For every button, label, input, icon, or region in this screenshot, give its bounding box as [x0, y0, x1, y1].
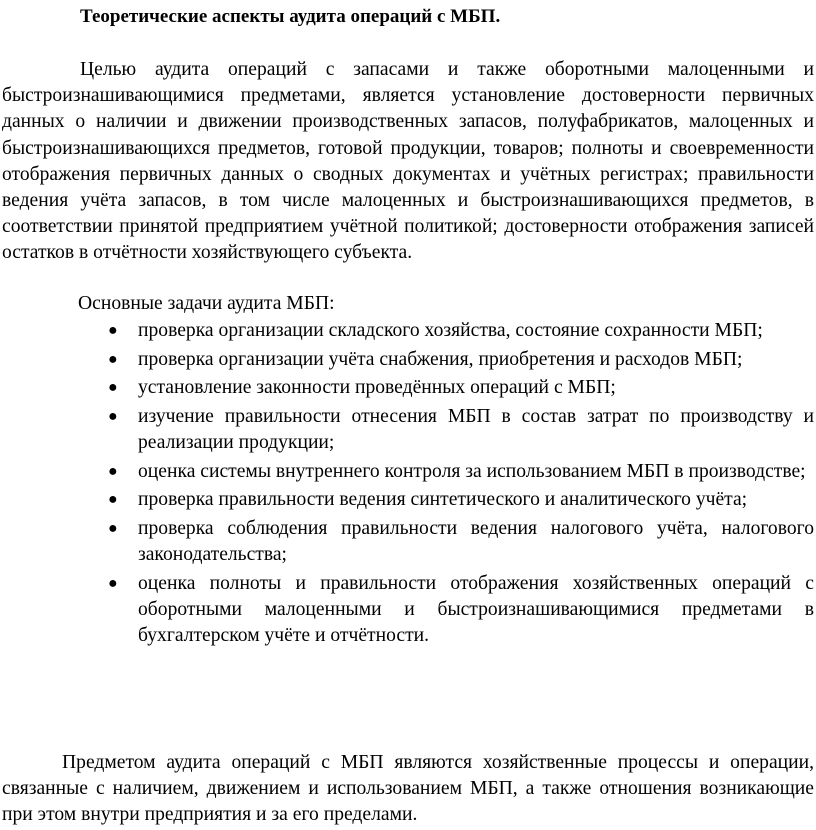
list-item [0, 516, 816, 568]
document-title: Теоретические аспекты аудита операций с МБП. [80, 6, 501, 27]
bullet-icon: ● [108, 350, 118, 368]
bullet-icon: ● [108, 491, 118, 509]
list-item-text: проверка правильности ведения синтетического и аналитического учёта; [138, 489, 748, 511]
list-item-text: оценка полноты и правильности отображения хозяйственных операций с оборотными малоценными и быстроизнашивающимися предметами в бухгалтерском учёте и отчётности. [138, 572, 814, 646]
intro-paragraph: Целью аудита операций с запасами и также оборотными малоценными и быстроизнашивающимися предметами, является установление достоверности первичных данных о наличии и движении производственных запасов, полуфабрикатов, малоценных и быстроизнашивающихся предметов, готовой продукции, товаров; полноты и своевременности отображения первичных данных о сводных документах и учётных регистрах; правильности ведения учёта запасов, в том числе малоценных и быстроизнашивающихся предметов, в соответствии принятой предприятием учётной политикой; достоверности отображения записей остатков в отчётности хозяйствующего субъекта. [2, 59, 814, 264]
list-item-text: проверка организации складского хозяйства, состояние сохранности МБП; [138, 320, 763, 341]
list-item [0, 459, 816, 485]
bullet-icon: ● [108, 574, 118, 592]
bullet-icon: ● [108, 379, 118, 397]
list-item-text: проверка соблюдения правильности ведения налогового учёта, налогового законодательства; [138, 517, 814, 565]
list-item [0, 318, 816, 344]
closing-paragraph: Предметом аудита операций с МБП являются хозяйственные процессы и операции, связанные с наличием, движением и использованием МБП, а также отношения возникающие при этом внутри предприятия и за его пределами. [2, 752, 814, 826]
list-item [0, 347, 816, 373]
list-item-text: проверка организации учёта снабжения, приобретения и расходов МБП; [138, 348, 743, 370]
list-item [0, 487, 816, 513]
tasks-heading: Основные задачи аудита МБП: [78, 293, 335, 314]
list-item [0, 404, 816, 456]
list-item-text: изучение правильности отнесения МБП в состав затрат по производству и реализации продукции; [138, 405, 814, 453]
list-item [0, 375, 816, 401]
list-item-text: установление законности проведённых операций с МБП; [138, 377, 616, 399]
bullet-icon: ● [108, 519, 118, 537]
bullet-icon: ● [108, 462, 118, 480]
list-item-text: оценка системы внутреннего контроля за использованием МБП в производстве; [138, 460, 806, 482]
bullet-icon: ● [108, 322, 118, 339]
task-list [0, 318, 816, 652]
list-item [0, 571, 816, 650]
bullet-icon: ● [108, 407, 118, 425]
